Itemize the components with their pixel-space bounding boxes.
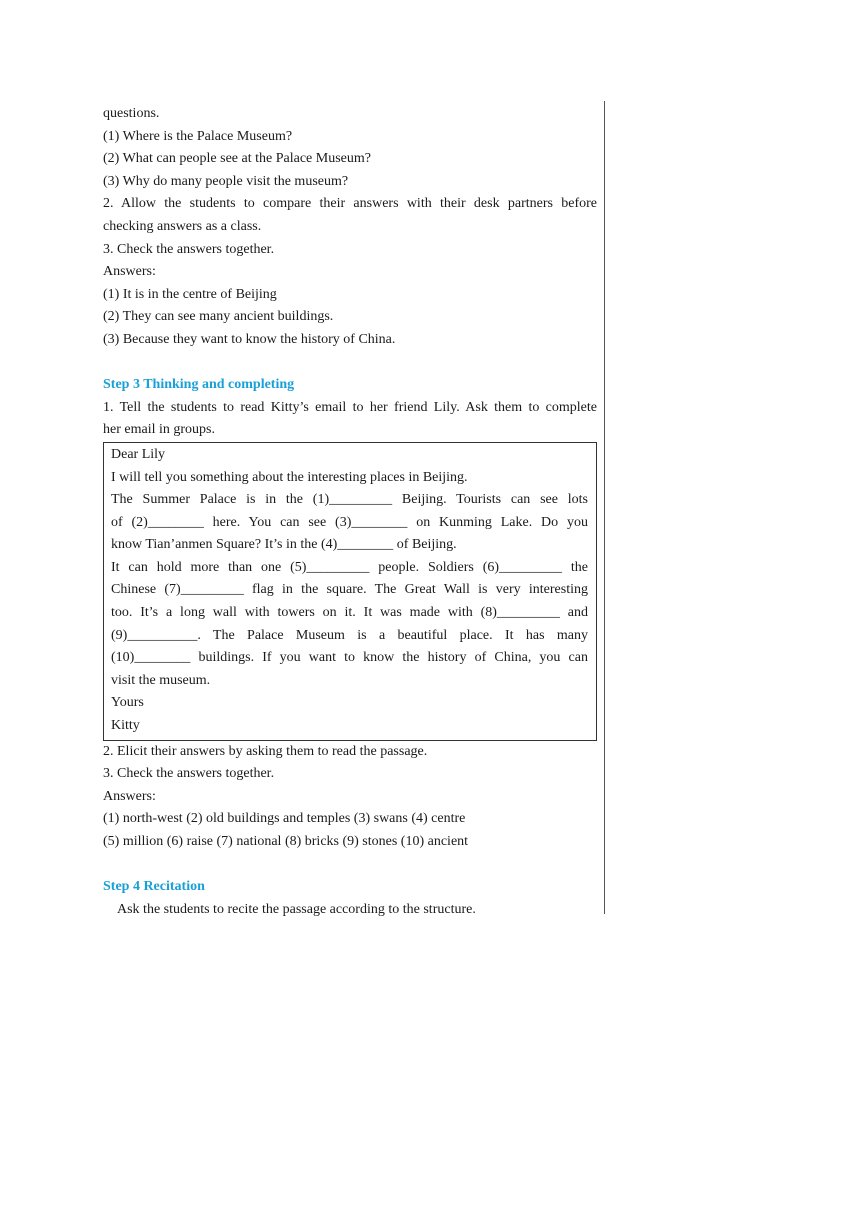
instruction-2-line1: 2. Allow the students to compare their answers with their desk partners before [103,196,597,212]
answer-2: (2) They can see many ancient buildings. [103,309,334,325]
step3-instruction-1-line2: her email in groups. [103,422,215,438]
step4-text: Ask the students to recite the passage according to the structure. [117,901,476,917]
question-1: (1) Where is the Palace Museum? [103,128,293,144]
step3-answers-row2: (5) million (6) raise (7) national (8) bricks (9) stones (10) ancient [103,834,469,849]
email-line: Chinese (7)_________ flag in the square. The Great Wall is very interesting [111,582,588,598]
email-line: know Tian’anmen Square? It’s in the (4)________ of Beijing. [111,537,457,553]
answer-1: (1) It is in the centre of Beijing [103,286,277,302]
email-signature: Kitty [111,718,140,734]
column-divider [604,101,605,914]
questions-tail: questions. [103,106,160,121]
question-2: (2) What can people see at the Palace Museum? [103,151,371,167]
instruction-2-line2: checking answers as a class. [103,218,262,234]
step3-answers-label: Answers: [103,788,156,804]
email-line: too. It’s a long wall with towers on it. It was made with (8)_________ and [111,605,588,621]
step3-answers-row1: (1) north-west (2) old buildings and temples (3) swans (4) centre [103,811,466,827]
email-line: visit the museum. [111,672,211,688]
email-line: of (2)________ here. You can see (3)________ on Kunming Lake. Do you [111,514,588,530]
answers-label: Answers: [103,264,156,280]
step3-heading: Step 3 Thinking and completing [103,377,295,393]
email-line: It can hold more than one (5)_________ people. Soldiers (6)_________ the [111,559,588,575]
email-line: (10)________ buildings. If you want to know the history of China, you can [111,650,588,666]
step3-instruction-2: 2. Elicit their answers by asking them to read the passage. [103,743,428,759]
lesson-content [103,103,597,921]
step3-instruction-1-line1: 1. Tell the students to read Kitty’s email to her friend Lily. Ask them to complete [103,399,597,415]
instruction-3: 3. Check the answers together. [103,241,275,257]
email-closing: Yours [111,695,144,711]
email-box [103,442,597,741]
answer-3: (3) Because they want to know the history of China. [103,331,396,347]
spacer [103,854,597,877]
spacer [103,352,597,375]
question-3: (3) Why do many people visit the museum? [103,173,349,189]
step3-instruction-3: 3. Check the answers together. [103,766,275,782]
email-line: (9)__________. The Palace Museum is a beautiful place. It has many [111,627,588,643]
email-line: I will tell you something about the interesting places in Beijing. [111,469,468,485]
email-greeting: Dear Lily [111,446,166,462]
step4-heading: Step 4 Recitation [103,879,205,895]
email-line: The Summer Palace is in the (1)_________ Beijing. Tourists can see lots [111,492,588,508]
